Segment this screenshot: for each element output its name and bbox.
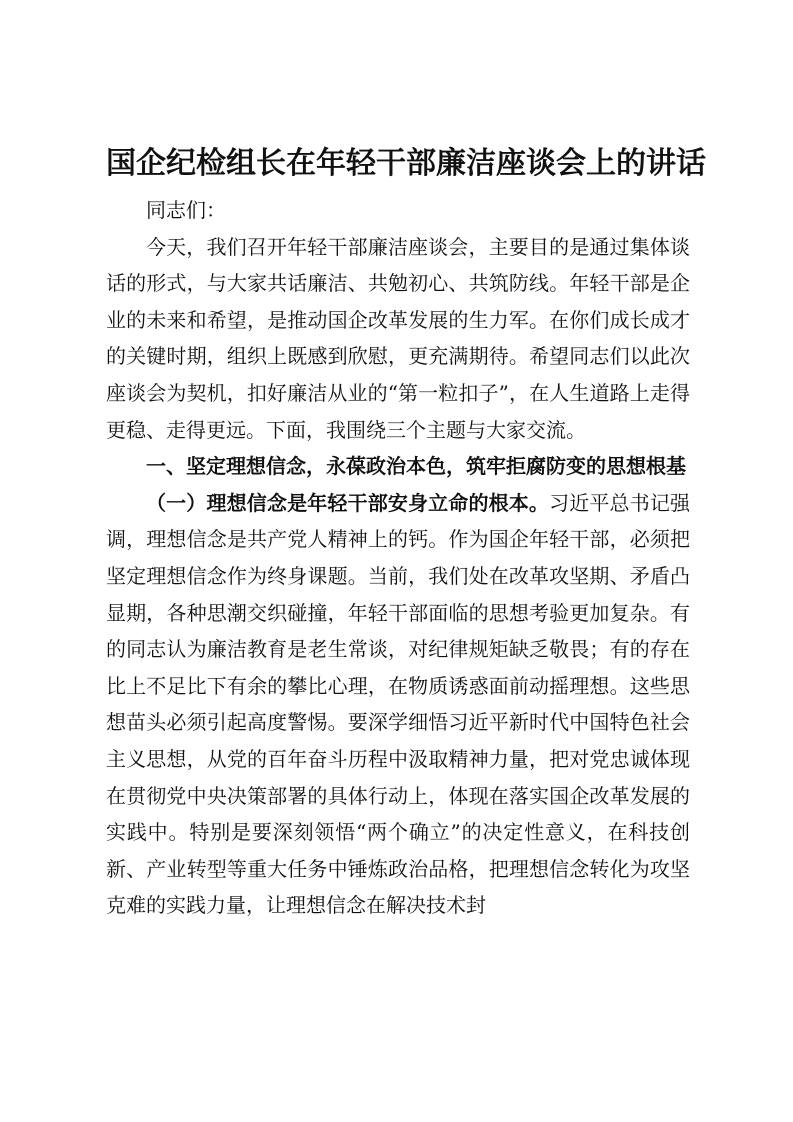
subsection-body-1: 习近平总书记强调，理想信念是共产党人精神上的钙。作为国企年轻干部，必须把坚定理想信念作为终身课题。当前，我们处在改革攻坚期、矛盾凸显期，各种思潮交织碰撞，年轻干部面临的思想考验更加复杂。有的同志认为廉洁教育是老生常谈，对纪律规矩缺乏敬畏；有的存在比上不足比下有余的攀比心理，在物质诱惑面前动摇理想。这些思想苗头必须引起高度警惕。要深学细悟习近平新时代中国特色社会主义思想，从党的百年奋斗历程中汲取精神力量，把对党忠诚体现在贯彻党中央决策部署的具体行动上，体现在落实国企改革发展的实践中。特别是要深刻领悟“两个确立”的决定性意义，在科技创新、产业转型等重大任务中锤炼政治品格，把理想信念转化为攻坚克难的实践力量，让理想信念在解决技术封 [106,490,691,918]
subsection-heading-1: （一）理想信念是年轻干部安身立命的根本。 [146,490,550,515]
document-title: 国企纪检组长在年轻干部廉洁座谈会上的讲话 [106,146,706,181]
intro-paragraph: 今天，我们召开年轻干部廉洁座谈会，主要目的是通过集体谈话的形式，与大家共话廉洁、共勉初心、共筑防线。年轻干部是企业的未来和希望，是推动国企改革发展的生力军。在你们成长成才的关键时期，组织上既感到欣慰，更充满期待。希望同志们以此次座谈会为契机，扣好廉洁从业的“第一粒扣子”，在人生道路上走得更稳、走得更远。下面，我围绕三个主题与大家交流。 [106,234,690,442]
section-heading-1: 一、坚定理想信念，永葆政治本色，筑牢拒腐防变的思想根基 [146,454,686,479]
document-body [106,140,706,924]
salutation: 同志们： [146,198,226,222]
subsection-paragraph-1 [106,485,690,924]
